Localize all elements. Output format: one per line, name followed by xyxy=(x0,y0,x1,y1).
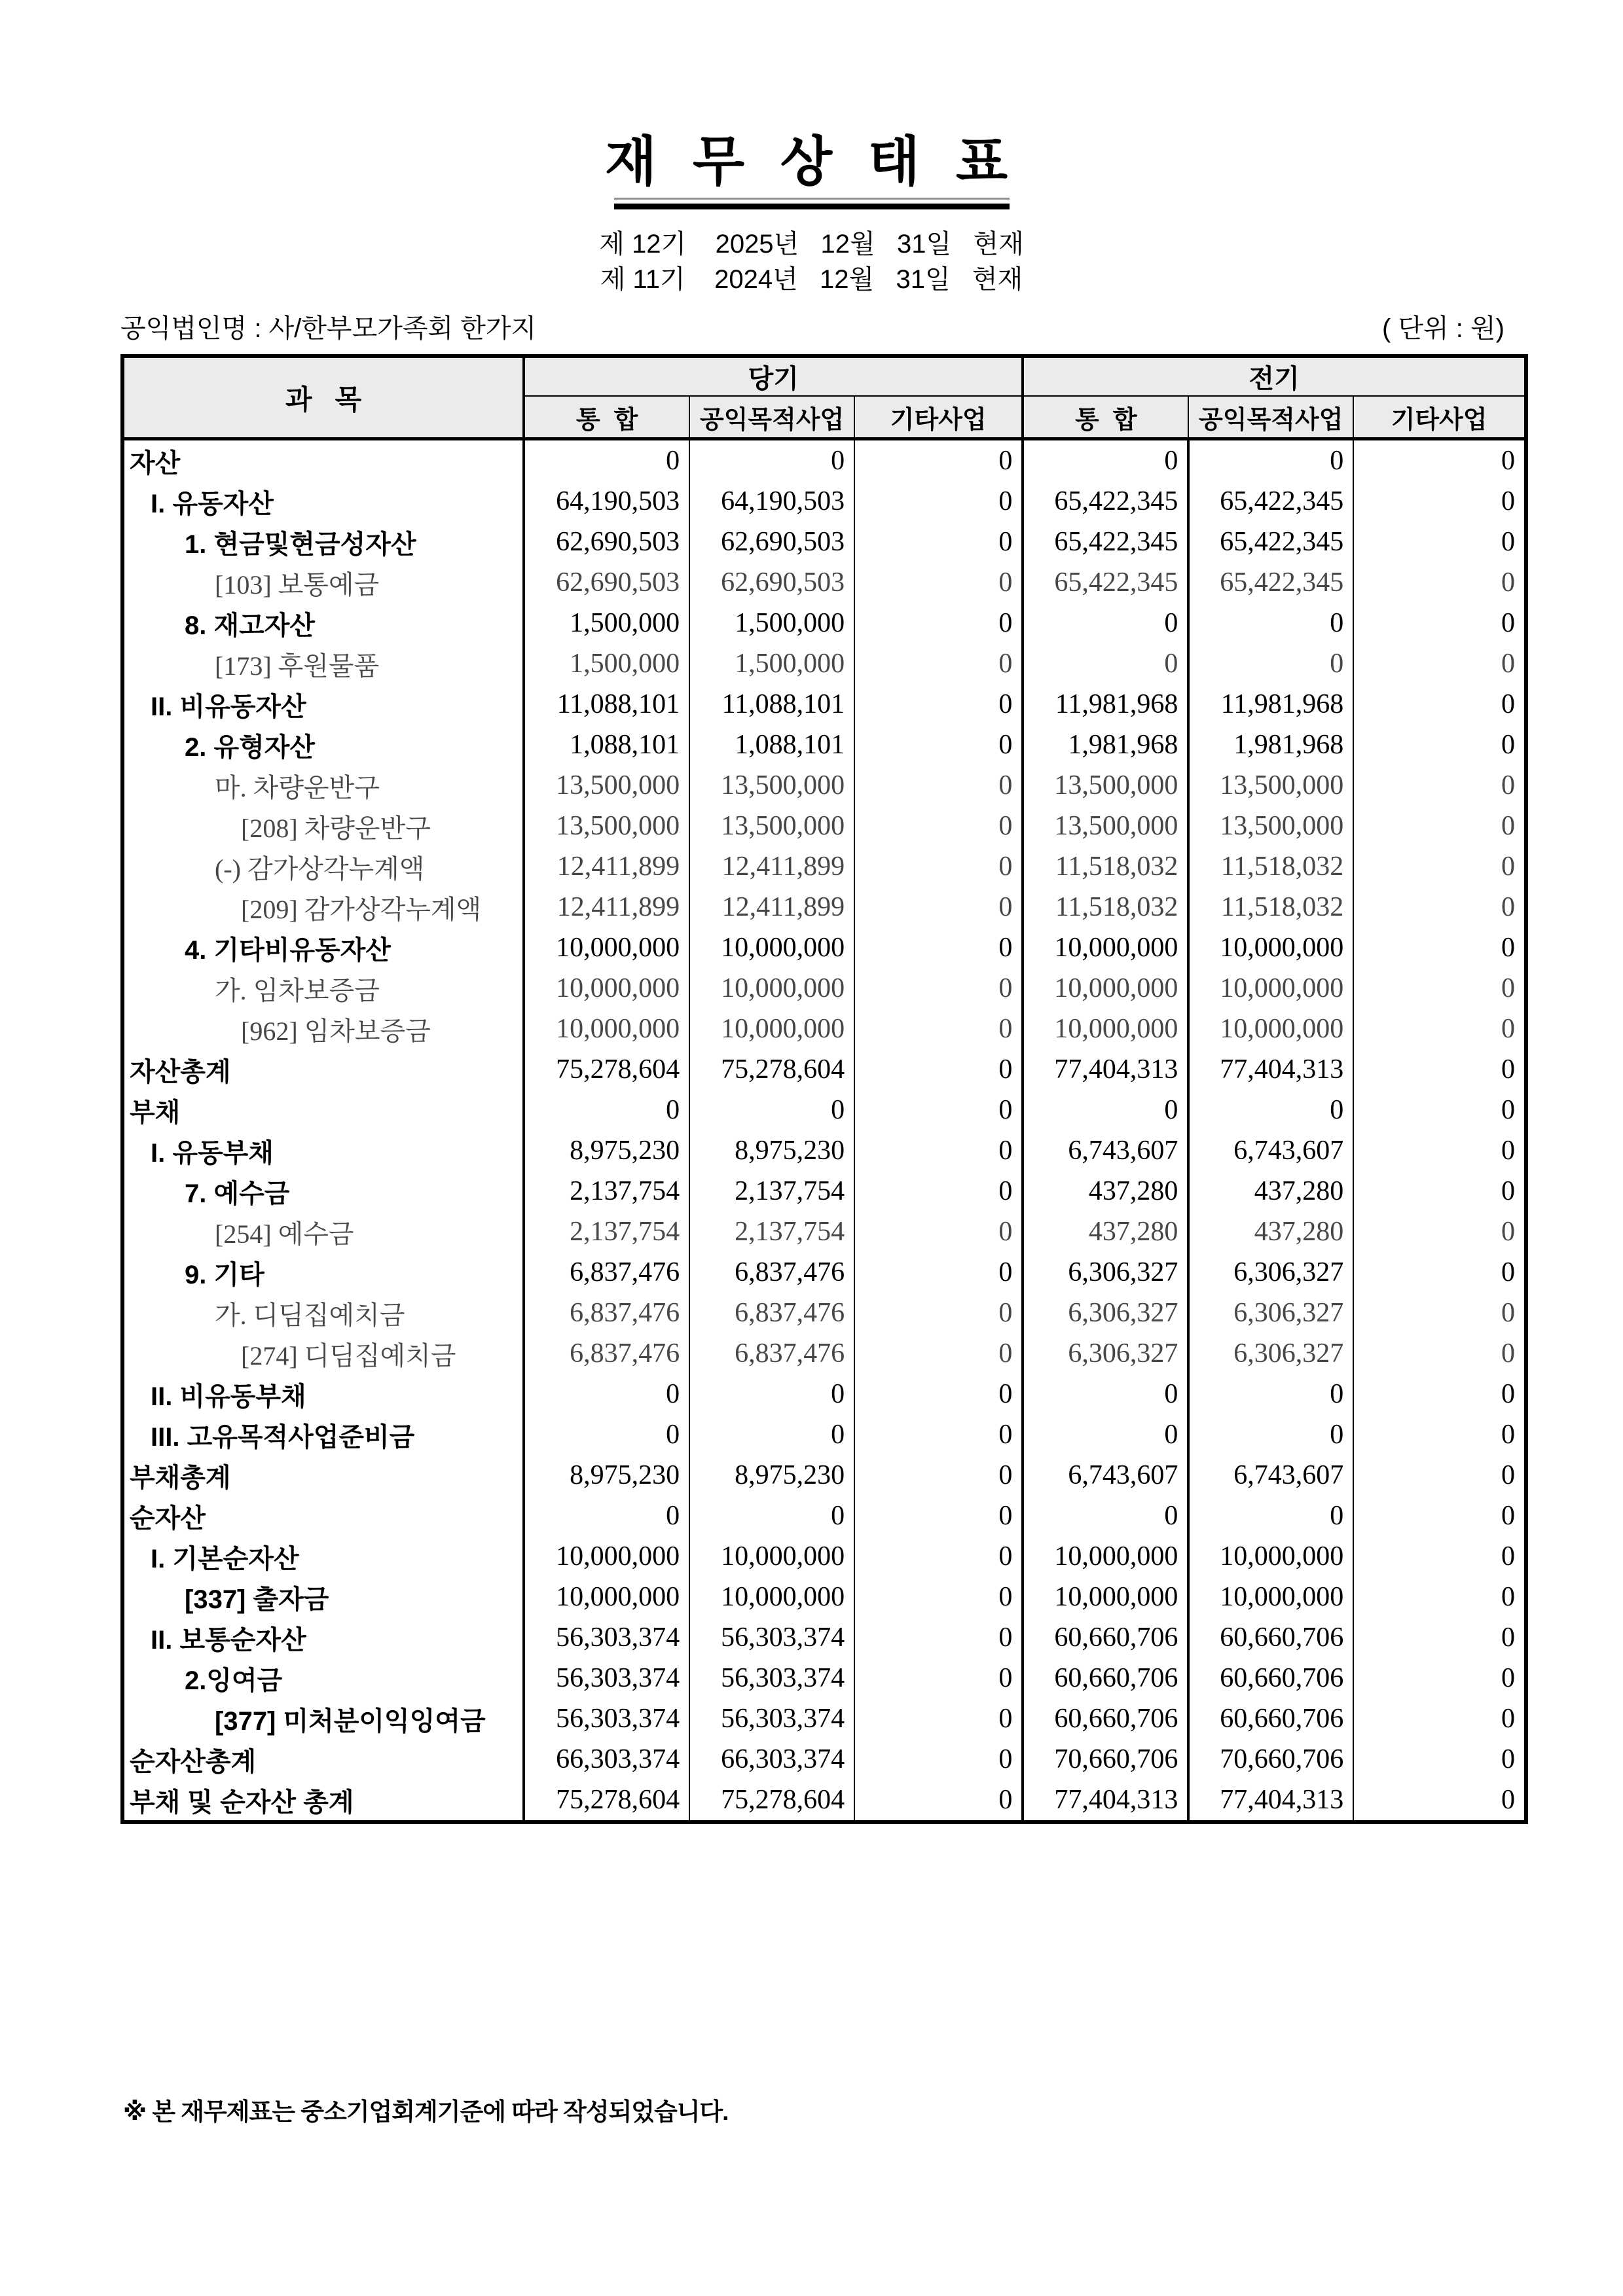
value-cell: 2,137,754 xyxy=(570,1217,680,1247)
value-cell: 6,837,476 xyxy=(689,1293,854,1333)
value-cell: 6,306,327 xyxy=(1188,1252,1353,1293)
page-title: 재 무 상 태 표 xyxy=(604,132,1019,192)
value-cell: 60,660,706 xyxy=(1023,1658,1188,1698)
value-cell: 0 xyxy=(1353,481,1526,522)
value-cell: 0 xyxy=(1023,439,1188,482)
value-cell: 0 xyxy=(854,1780,1023,1822)
value-cell: 10,000,000 xyxy=(1023,1577,1188,1617)
column-header-prior-total: 통 합 xyxy=(1023,396,1188,439)
table-row xyxy=(122,1130,1526,1171)
value-cell: 0 xyxy=(1188,1496,1353,1536)
account-label: 마. 차량운반구 xyxy=(122,765,524,806)
table-row xyxy=(122,968,1526,1009)
value-cell: 11,518,032 xyxy=(1023,846,1188,887)
value-cell: 0 xyxy=(666,1420,680,1450)
account-label: 4. 기타비유동자산 xyxy=(122,927,524,968)
account-label: [173] 후원물품 xyxy=(122,643,524,684)
value-cell: 0 xyxy=(666,1501,680,1531)
value-cell: 77,404,313 xyxy=(1023,1049,1188,1090)
value-cell: 0 xyxy=(1353,522,1526,562)
value-cell: 60,660,706 xyxy=(1023,1617,1188,1658)
table-row xyxy=(122,1739,1526,1780)
account-label: (-) 감가상각누계액 xyxy=(122,846,524,887)
value-cell: 11,518,032 xyxy=(1023,887,1188,927)
value-cell: 6,837,476 xyxy=(689,1252,854,1293)
value-cell: 0 xyxy=(1023,1374,1188,1414)
value-cell: 13,500,000 xyxy=(689,806,854,846)
value-cell: 0 xyxy=(1353,1090,1526,1130)
table-row xyxy=(122,1455,1526,1496)
value-cell: 2,137,754 xyxy=(689,1171,854,1211)
table-row xyxy=(122,1698,1526,1739)
account-label: 부채 및 순자산 총계 xyxy=(122,1780,524,1822)
value-cell: 13,500,000 xyxy=(689,765,854,806)
value-cell: 62,690,503 xyxy=(556,567,680,598)
value-cell: 0 xyxy=(1353,1414,1526,1455)
account-label: [377] 미처분이익잉여금 xyxy=(122,1698,524,1739)
account-label: III. 고유목적사업준비금 xyxy=(122,1414,524,1455)
account-label: 2.잉여금 xyxy=(122,1658,524,1698)
value-cell: 6,837,476 xyxy=(570,1338,680,1369)
value-cell: 0 xyxy=(1353,1130,1526,1171)
value-cell: 56,303,374 xyxy=(556,1623,680,1653)
value-cell: 0 xyxy=(854,1333,1023,1374)
account-label: I. 유동부채 xyxy=(122,1130,524,1171)
value-cell: 1,981,968 xyxy=(1188,725,1353,765)
value-cell: 75,278,604 xyxy=(556,1054,680,1085)
value-cell: 64,190,503 xyxy=(689,481,854,522)
value-cell: 12,411,899 xyxy=(556,852,680,882)
value-cell: 0 xyxy=(854,1739,1023,1780)
table-row xyxy=(122,439,1526,482)
value-cell: 0 xyxy=(854,887,1023,927)
value-cell: 10,000,000 xyxy=(556,1582,680,1612)
value-cell: 12,411,899 xyxy=(689,887,854,927)
value-cell: 0 xyxy=(1353,439,1526,482)
value-cell: 0 xyxy=(1023,1414,1188,1455)
value-cell: 0 xyxy=(1353,1009,1526,1049)
value-cell: 66,303,374 xyxy=(689,1739,854,1780)
value-cell: 2,137,754 xyxy=(689,1211,854,1252)
account-label: [274] 디딤집예치금 xyxy=(122,1333,524,1374)
value-cell: 0 xyxy=(1188,1374,1353,1414)
value-cell: 0 xyxy=(1188,439,1353,482)
value-cell: 0 xyxy=(1353,643,1526,684)
table-row xyxy=(122,1577,1526,1617)
value-cell: 0 xyxy=(1353,1658,1526,1698)
value-cell: 56,303,374 xyxy=(556,1704,680,1734)
reporting-periods xyxy=(0,226,1623,297)
value-cell: 0 xyxy=(854,684,1023,725)
value-cell: 0 xyxy=(666,1095,680,1125)
title-underline-thick xyxy=(614,204,1010,209)
value-cell: 6,743,607 xyxy=(1188,1130,1353,1171)
value-cell: 10,000,000 xyxy=(1188,1536,1353,1577)
value-cell: 0 xyxy=(1353,1698,1526,1739)
value-cell: 0 xyxy=(854,1658,1023,1698)
value-cell: 0 xyxy=(854,1536,1023,1577)
value-cell: 6,306,327 xyxy=(1023,1333,1188,1374)
value-cell: 0 xyxy=(1353,846,1526,887)
table-row xyxy=(122,725,1526,765)
table-row xyxy=(122,643,1526,684)
value-cell: 0 xyxy=(854,1130,1023,1171)
account-label: I. 기본순자산 xyxy=(122,1536,524,1577)
table-row xyxy=(122,1333,1526,1374)
value-cell: 10,000,000 xyxy=(1188,1577,1353,1617)
account-label: 9. 기타 xyxy=(122,1252,524,1293)
value-cell: 60,660,706 xyxy=(1188,1658,1353,1698)
value-cell: 10,000,000 xyxy=(556,1541,680,1571)
value-cell: 8,975,230 xyxy=(570,1460,680,1490)
account-label: 자산총계 xyxy=(122,1049,524,1090)
value-cell: 2,137,754 xyxy=(570,1176,680,1206)
value-cell: 0 xyxy=(1353,603,1526,643)
value-cell: 0 xyxy=(1353,1617,1526,1658)
account-label: 순자산총계 xyxy=(122,1739,524,1780)
value-cell: 77,404,313 xyxy=(1023,1780,1188,1822)
value-cell: 0 xyxy=(854,1211,1023,1252)
table-row xyxy=(122,1536,1526,1577)
value-cell: 0 xyxy=(854,1171,1023,1211)
value-cell: 13,500,000 xyxy=(1023,765,1188,806)
table-row xyxy=(122,562,1526,603)
table-row xyxy=(122,1252,1526,1293)
account-label: 가. 디딤집예치금 xyxy=(122,1293,524,1333)
value-cell: 0 xyxy=(854,1698,1023,1739)
account-label: II. 보통순자산 xyxy=(122,1617,524,1658)
value-cell: 0 xyxy=(1023,643,1188,684)
value-cell: 0 xyxy=(854,1455,1023,1496)
value-cell: 8,975,230 xyxy=(689,1130,854,1171)
value-cell: 0 xyxy=(1023,1090,1188,1130)
account-label: 가. 임차보증금 xyxy=(122,968,524,1009)
value-cell: 65,422,345 xyxy=(1188,522,1353,562)
value-cell: 0 xyxy=(1353,725,1526,765)
account-label: I. 유동자산 xyxy=(122,481,524,522)
value-cell: 77,404,313 xyxy=(1188,1780,1353,1822)
value-cell: 0 xyxy=(1353,1739,1526,1780)
value-cell: 1,500,000 xyxy=(689,643,854,684)
value-cell: 0 xyxy=(1023,1496,1188,1536)
value-cell: 10,000,000 xyxy=(689,927,854,968)
table-row xyxy=(122,522,1526,562)
value-cell: 10,000,000 xyxy=(1023,927,1188,968)
table-row xyxy=(122,846,1526,887)
column-group-current: 당기 xyxy=(524,356,1023,396)
value-cell: 0 xyxy=(1353,1252,1526,1293)
value-cell: 0 xyxy=(689,1374,854,1414)
value-cell: 0 xyxy=(854,1617,1023,1658)
value-cell: 0 xyxy=(854,1293,1023,1333)
value-cell: 0 xyxy=(689,1496,854,1536)
value-cell: 0 xyxy=(1353,1455,1526,1496)
account-label: 부채 xyxy=(122,1090,524,1130)
value-cell: 6,743,607 xyxy=(1188,1455,1353,1496)
value-cell: 437,280 xyxy=(1188,1211,1353,1252)
value-cell: 6,837,476 xyxy=(570,1298,680,1328)
column-header-current-total: 통 합 xyxy=(524,396,689,439)
account-label: 부채총계 xyxy=(122,1455,524,1496)
value-cell: 10,000,000 xyxy=(1023,1009,1188,1049)
value-cell: 0 xyxy=(854,765,1023,806)
value-cell: 0 xyxy=(1353,562,1526,603)
value-cell: 1,500,000 xyxy=(570,608,680,638)
value-cell: 0 xyxy=(1353,1171,1526,1211)
value-cell: 0 xyxy=(1353,806,1526,846)
column-header-subject: 과 목 xyxy=(122,356,524,439)
value-cell: 6,743,607 xyxy=(1023,1455,1188,1496)
value-cell: 6,306,327 xyxy=(1188,1333,1353,1374)
value-cell: 0 xyxy=(1353,1211,1526,1252)
value-cell: 11,981,968 xyxy=(1188,684,1353,725)
value-cell: 62,690,503 xyxy=(689,562,854,603)
title-underline xyxy=(614,198,1010,209)
value-cell: 0 xyxy=(1188,603,1353,643)
column-group-prior: 전기 xyxy=(1023,356,1526,396)
table-row xyxy=(122,1617,1526,1658)
value-cell: 0 xyxy=(854,522,1023,562)
value-cell: 10,000,000 xyxy=(689,1536,854,1577)
value-cell: 11,518,032 xyxy=(1188,887,1353,927)
table-row xyxy=(122,1414,1526,1455)
value-cell: 6,837,476 xyxy=(570,1257,680,1287)
footnote: ※ 본 재무제표는 중소기업회계기준에 따라 작성되었습니다. xyxy=(123,2098,729,2125)
value-cell: 65,422,345 xyxy=(1023,481,1188,522)
account-label: 2. 유형자산 xyxy=(122,725,524,765)
value-cell: 65,422,345 xyxy=(1023,522,1188,562)
value-cell: 1,088,101 xyxy=(689,725,854,765)
value-cell: 8,975,230 xyxy=(570,1136,680,1166)
table-row xyxy=(122,1658,1526,1698)
entity-row xyxy=(120,308,1528,345)
period-line-prior: 제 11기 2024년 12월 31일 현재 xyxy=(600,265,1023,294)
value-cell: 10,000,000 xyxy=(1188,1009,1353,1049)
value-cell: 1,500,000 xyxy=(689,603,854,643)
value-cell: 65,422,345 xyxy=(1188,481,1353,522)
value-cell: 0 xyxy=(854,603,1023,643)
value-cell: 10,000,000 xyxy=(556,933,680,963)
value-cell: 75,278,604 xyxy=(689,1049,854,1090)
value-cell: 0 xyxy=(1188,1090,1353,1130)
value-cell: 0 xyxy=(666,1379,680,1409)
value-cell: 0 xyxy=(854,481,1023,522)
value-cell: 0 xyxy=(854,439,1023,482)
account-label: II. 비유동자산 xyxy=(122,684,524,725)
account-label: 1. 현금및현금성자산 xyxy=(122,522,524,562)
table-row xyxy=(122,1496,1526,1536)
column-header-current-public: 공익목적사업 xyxy=(689,396,854,439)
table-row xyxy=(122,1780,1526,1822)
table-header xyxy=(122,356,1526,439)
value-cell: 0 xyxy=(1353,927,1526,968)
value-cell: 0 xyxy=(1353,968,1526,1009)
value-cell: 10,000,000 xyxy=(556,973,680,1003)
value-cell: 0 xyxy=(1023,603,1188,643)
value-cell: 62,690,503 xyxy=(689,522,854,562)
value-cell: 56,303,374 xyxy=(689,1617,854,1658)
value-cell: 0 xyxy=(1353,1374,1526,1414)
value-cell: 66,303,374 xyxy=(556,1744,680,1774)
value-cell: 6,837,476 xyxy=(689,1333,854,1374)
value-cell: 10,000,000 xyxy=(689,968,854,1009)
value-cell: 0 xyxy=(1353,1293,1526,1333)
value-cell: 56,303,374 xyxy=(556,1663,680,1693)
column-header-prior-other: 기타사업 xyxy=(1353,396,1526,439)
value-cell: 0 xyxy=(854,806,1023,846)
table-row xyxy=(122,1293,1526,1333)
value-cell: 11,088,101 xyxy=(689,684,854,725)
value-cell: 11,518,032 xyxy=(1188,846,1353,887)
value-cell: 1,088,101 xyxy=(570,730,680,760)
value-cell: 0 xyxy=(854,1090,1023,1130)
value-cell: 10,000,000 xyxy=(1023,1536,1188,1577)
table-row xyxy=(122,1090,1526,1130)
account-label: [209] 감가상각누계액 xyxy=(122,887,524,927)
table-row xyxy=(122,1049,1526,1090)
value-cell: 65,422,345 xyxy=(1188,562,1353,603)
value-cell: 0 xyxy=(689,1090,854,1130)
value-cell: 0 xyxy=(854,643,1023,684)
value-cell: 10,000,000 xyxy=(556,1014,680,1044)
value-cell: 64,190,503 xyxy=(556,486,680,516)
account-label: [962] 임차보증금 xyxy=(122,1009,524,1049)
table-row xyxy=(122,684,1526,725)
value-cell: 13,500,000 xyxy=(1188,806,1353,846)
value-cell: 0 xyxy=(854,1049,1023,1090)
value-cell: 6,306,327 xyxy=(1023,1293,1188,1333)
table-row xyxy=(122,603,1526,643)
value-cell: 13,500,000 xyxy=(556,770,680,800)
period-line-current: 제 12기 2025년 12월 31일 현재 xyxy=(599,230,1024,259)
account-label: [254] 예수금 xyxy=(122,1211,524,1252)
value-cell: 0 xyxy=(854,1577,1023,1617)
value-cell: 0 xyxy=(854,1252,1023,1293)
value-cell: 0 xyxy=(854,927,1023,968)
value-cell: 0 xyxy=(1353,1333,1526,1374)
value-cell: 0 xyxy=(854,1496,1023,1536)
value-cell: 10,000,000 xyxy=(689,1009,854,1049)
value-cell: 0 xyxy=(854,846,1023,887)
account-label: 순자산 xyxy=(122,1496,524,1536)
account-label: 7. 예수금 xyxy=(122,1171,524,1211)
value-cell: 60,660,706 xyxy=(1188,1617,1353,1658)
table-row xyxy=(122,765,1526,806)
value-cell: 11,981,968 xyxy=(1023,684,1188,725)
column-header-current-other: 기타사업 xyxy=(854,396,1023,439)
table-row xyxy=(122,806,1526,846)
value-cell: 0 xyxy=(854,968,1023,1009)
value-cell: 10,000,000 xyxy=(1188,927,1353,968)
value-cell: 0 xyxy=(1353,1049,1526,1090)
value-cell: 10,000,000 xyxy=(1188,968,1353,1009)
value-cell: 70,660,706 xyxy=(1188,1739,1353,1780)
value-cell: 70,660,706 xyxy=(1023,1739,1188,1780)
account-label: [208] 차량운반구 xyxy=(122,806,524,846)
value-cell: 62,690,503 xyxy=(556,527,680,557)
table-row xyxy=(122,1171,1526,1211)
value-cell: 437,280 xyxy=(1188,1171,1353,1211)
table-row xyxy=(122,481,1526,522)
entity-name: 공익법인명 : 사/한부모가족회 한가지 xyxy=(120,314,537,343)
account-label: 8. 재고자산 xyxy=(122,603,524,643)
value-cell: 60,660,706 xyxy=(1188,1698,1353,1739)
value-cell: 0 xyxy=(1353,887,1526,927)
value-cell: 77,404,313 xyxy=(1188,1049,1353,1090)
value-cell: 0 xyxy=(1353,1496,1526,1536)
value-cell: 8,975,230 xyxy=(689,1455,854,1496)
value-cell: 0 xyxy=(1353,684,1526,725)
value-cell: 12,411,899 xyxy=(556,892,680,922)
table-row xyxy=(122,1211,1526,1252)
value-cell: 75,278,604 xyxy=(556,1785,680,1815)
account-label: [337] 출자금 xyxy=(122,1577,524,1617)
value-cell: 6,306,327 xyxy=(1188,1293,1353,1333)
table-row xyxy=(122,1009,1526,1049)
title-underline-thin xyxy=(614,198,1010,200)
value-cell: 0 xyxy=(1353,1536,1526,1577)
value-cell: 1,500,000 xyxy=(570,649,680,679)
value-cell: 0 xyxy=(854,562,1023,603)
value-cell: 13,500,000 xyxy=(1188,765,1353,806)
value-cell: 10,000,000 xyxy=(689,1577,854,1617)
value-cell: 75,278,604 xyxy=(689,1780,854,1822)
value-cell: 0 xyxy=(1353,765,1526,806)
value-cell: 437,280 xyxy=(1023,1171,1188,1211)
value-cell: 6,743,607 xyxy=(1023,1130,1188,1171)
value-cell: 0 xyxy=(854,1414,1023,1455)
value-cell: 0 xyxy=(689,1414,854,1455)
table-row xyxy=(122,887,1526,927)
table-body xyxy=(122,439,1526,1823)
value-cell: 56,303,374 xyxy=(689,1658,854,1698)
value-cell: 0 xyxy=(854,1009,1023,1049)
value-cell: 0 xyxy=(1188,643,1353,684)
value-cell: 13,500,000 xyxy=(556,811,680,841)
value-cell: 0 xyxy=(1353,1780,1526,1822)
account-label: [103] 보통예금 xyxy=(122,562,524,603)
value-cell: 1,981,968 xyxy=(1023,725,1188,765)
value-cell: 10,000,000 xyxy=(1023,968,1188,1009)
value-cell: 0 xyxy=(854,725,1023,765)
unit-label: ( 단위 : 원) xyxy=(1381,314,1504,343)
account-label: II. 비유동부채 xyxy=(122,1374,524,1414)
value-cell: 6,306,327 xyxy=(1023,1252,1188,1293)
value-cell: 13,500,000 xyxy=(1023,806,1188,846)
value-cell: 0 xyxy=(689,439,854,482)
account-label: 자산 xyxy=(122,439,524,482)
value-cell: 0 xyxy=(666,446,680,476)
value-cell: 0 xyxy=(1353,1577,1526,1617)
value-cell: 56,303,374 xyxy=(689,1698,854,1739)
table-row xyxy=(122,1374,1526,1414)
value-cell: 0 xyxy=(1188,1414,1353,1455)
table-row xyxy=(122,927,1526,968)
column-header-prior-public: 공익목적사업 xyxy=(1188,396,1353,439)
value-cell: 60,660,706 xyxy=(1023,1698,1188,1739)
value-cell: 12,411,899 xyxy=(689,846,854,887)
value-cell: 65,422,345 xyxy=(1023,562,1188,603)
balance-sheet-table xyxy=(120,354,1528,1824)
value-cell: 0 xyxy=(854,1374,1023,1414)
value-cell: 11,088,101 xyxy=(556,689,680,719)
value-cell: 437,280 xyxy=(1023,1211,1188,1252)
